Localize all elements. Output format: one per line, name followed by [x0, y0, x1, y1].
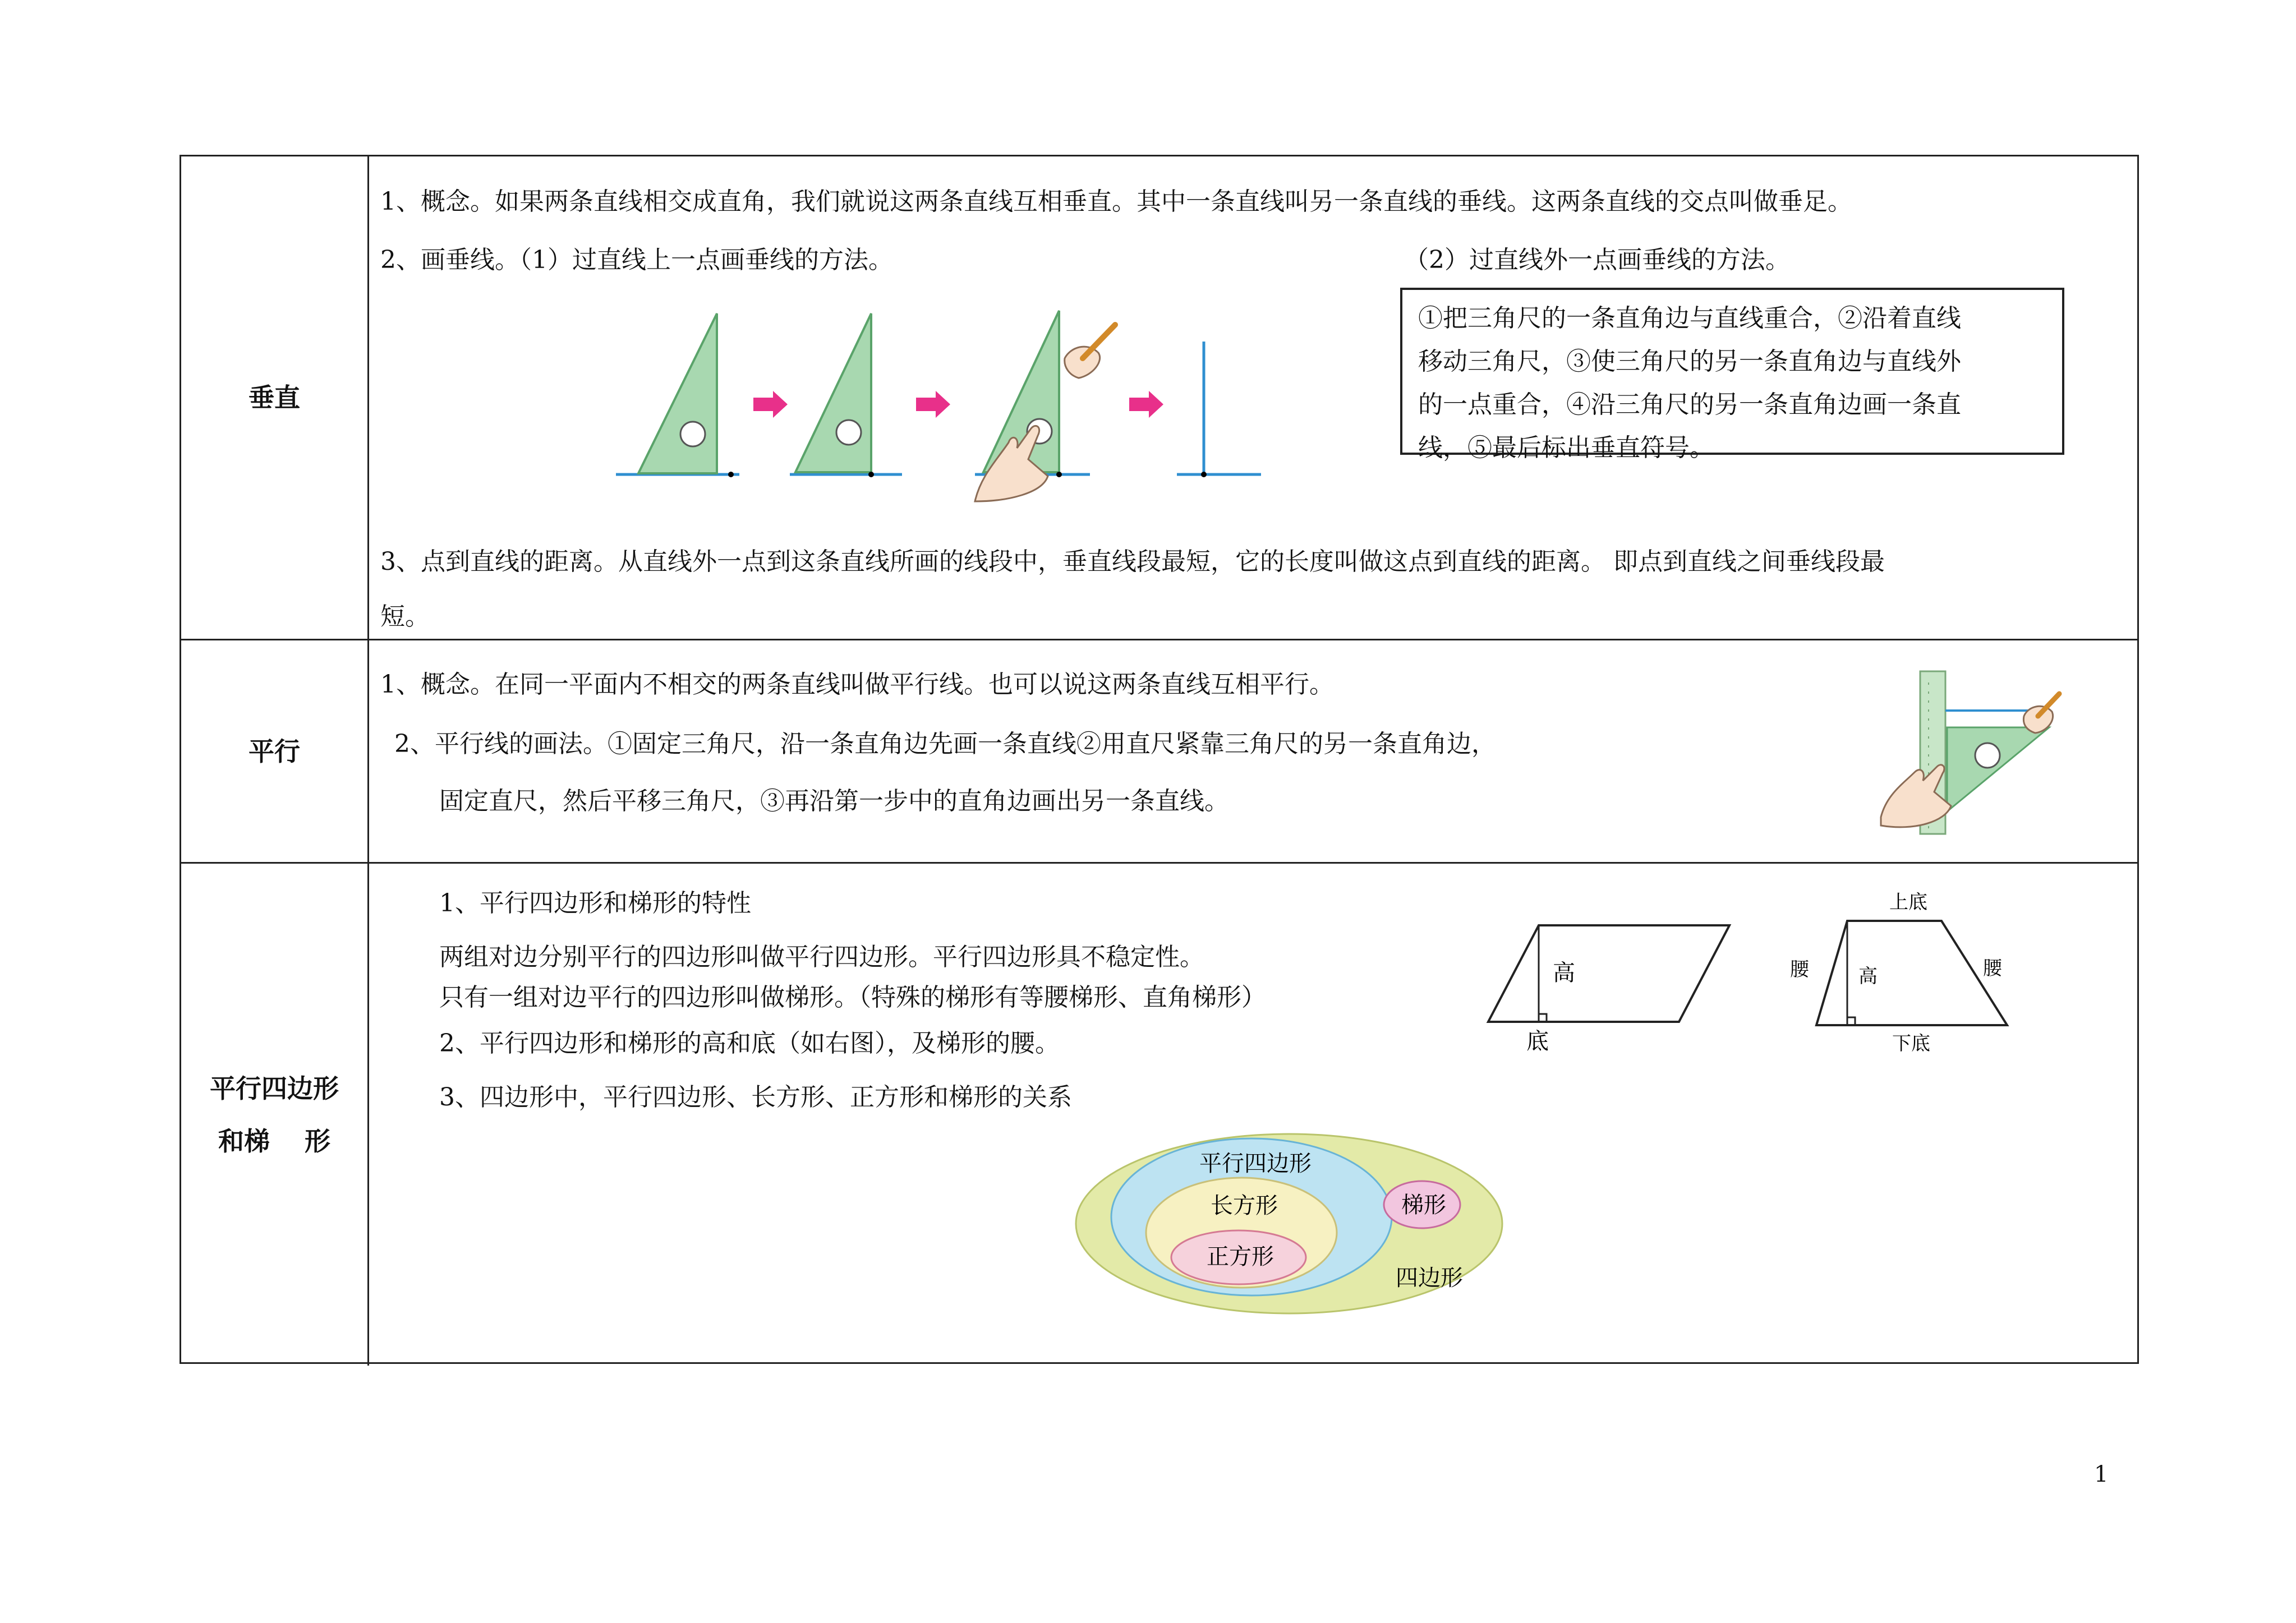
pencil-hand-icon — [1065, 347, 1100, 378]
venn-rectangle-label: 长方形 — [1211, 1193, 1278, 1219]
knowledge-table — [180, 155, 2139, 1364]
perpendicular-title: 垂直 — [249, 382, 300, 413]
perpendicular-distance-cont: 短。 — [380, 602, 430, 631]
quad-heading-1: 1、平行四边形和梯形的特性 — [439, 889, 751, 917]
trapezoid-left-leg-label: 腰 — [1790, 958, 1809, 981]
quad-parallelogram-def: 两组对边分别平行的四边形叫做平行四边形。平行四边形具不稳定性。 — [439, 943, 1204, 971]
arrow-icon — [916, 391, 950, 418]
trapezoid-bottom-label: 下底 — [1892, 1032, 1930, 1055]
trapezoid-top-label: 上底 — [1889, 891, 1927, 914]
trapezoid-height-label: 高 — [1858, 965, 1878, 988]
perpendicular-concept: 1、概念。如果两条直线相交成直角，我们就说这两条直线互相垂直。其中一条直线叫另一条直线的垂线。这两条直线的交点叫做垂足。 — [380, 187, 1852, 216]
venn-square-label: 正方形 — [1207, 1244, 1274, 1270]
arrow-icon — [753, 391, 788, 418]
parallelogram-figure — [1483, 914, 1741, 1054]
page-number: 1 — [2094, 1461, 2109, 1487]
row-parallel — [181, 639, 2137, 862]
trapezoid-figure — [1791, 886, 2083, 1054]
arrow-icon — [1129, 391, 1163, 418]
perpendicular-result — [1177, 342, 1261, 477]
perpendicular-draw-heading: 2、画垂线。（1）过直线上一点画垂线的方法。 — [380, 246, 893, 274]
perpendicular-steps-box — [1400, 288, 2064, 462]
parallelogram-height-label: 高 — [1553, 960, 1575, 986]
parallel-drawing-illustration — [1881, 671, 2066, 840]
row-perpendicular — [181, 156, 2137, 639]
quad-heading-3: 3、四边形中，平行四边形、长方形、正方形和梯形的关系 — [439, 1083, 1072, 1112]
row-header-perpendicular — [181, 156, 369, 639]
parallel-draw-2: 固定直尺，然后平移三角尺，③再沿第一步中的直角边画出另一条直线。 — [439, 787, 1229, 815]
parallelogram-base-label: 底 — [1526, 1029, 1549, 1054]
quadrilateral-relation-diagram — [1073, 1133, 1505, 1318]
perpendicular-draw-heading-2: （2）过直线外一点画垂线的方法。 — [1404, 246, 1790, 274]
step-line-2: 移动三角尺，③使三角尺的另一条直角边与直线外 — [1418, 347, 1961, 376]
perpendicular-distance: 3、点到直线的距离。从直线外一点到这条直线所画的线段中，垂直线段最短，它的长度叫做这点到直线的距离。 即点到直线之间垂线段最 — [380, 547, 1885, 576]
parallel-title: 平行 — [249, 736, 300, 767]
row-quadrilaterals — [181, 862, 2137, 1366]
triangle-step-3 — [975, 311, 1115, 501]
triangle-step-1 — [616, 313, 739, 477]
step-line-4: 线，⑤最后标出垂直符号。 — [1418, 434, 1714, 462]
triangle-step-2 — [790, 313, 902, 477]
perpendicular-steps-illustration — [616, 308, 1424, 499]
venn-quadrilateral-label: 四边形 — [1396, 1265, 1463, 1291]
step-line-1: ①把三角尺的一条直角边与直线重合，②沿着直线 — [1418, 304, 1961, 333]
quad-title-line1: 平行四边形 — [210, 1073, 339, 1104]
quad-heading-2: 2、平行四边形和梯形的高和底（如右图），及梯形的腰。 — [439, 1029, 1060, 1058]
parallel-draw-1: 2、平行线的画法。①固定三角尺，沿一条直角边先画一条直线②用直尺紧靠三角尺的另一条直角边， — [394, 730, 1496, 758]
step-line-3: 的一点重合，④沿三角尺的另一条直角边画一条直 — [1418, 390, 1961, 419]
venn-trapezoid-label: 梯形 — [1401, 1192, 1446, 1218]
venn-parallelogram-label: 平行四边形 — [1199, 1151, 1312, 1177]
trapezoid-right-leg-label: 腰 — [1983, 957, 2002, 980]
quad-title-line2: 和梯 形 — [218, 1126, 330, 1156]
parallel-concept: 1、概念。在同一平面内不相交的两条直线叫做平行线。也可以说这两条直线互相平行。 — [380, 670, 1334, 699]
row-header-parallel — [181, 640, 369, 862]
row-header-quadrilaterals — [181, 864, 369, 1366]
quad-trapezoid-def: 只有一组对边平行的四边形叫做梯形。（特殊的梯形有等腰梯形、直角梯形） — [439, 983, 1266, 1012]
